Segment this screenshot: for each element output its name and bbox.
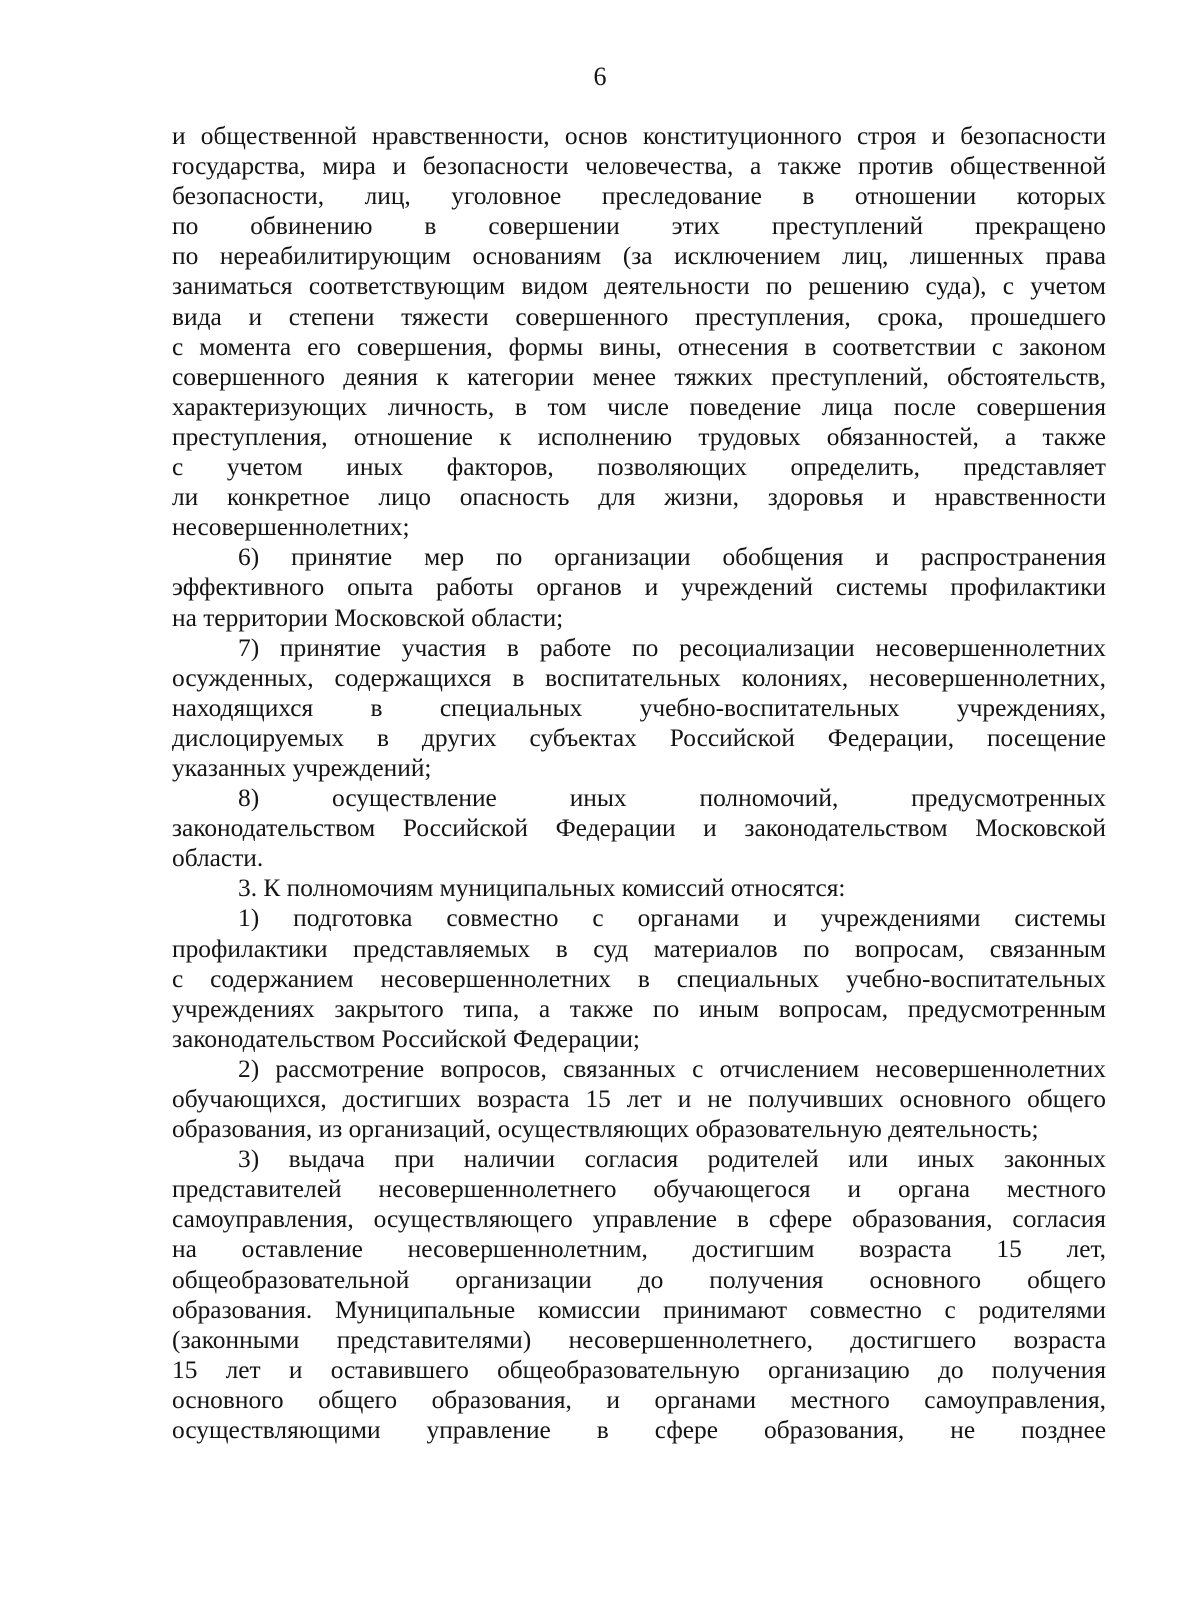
text-line: государства, мира и безопасности человечества, а также против общественной bbox=[172, 152, 1106, 181]
text-line: находящихся в специальных учебно-воспитательных учреждениях, bbox=[172, 693, 1106, 722]
text-line: образования, из организаций, осуществляющих образовательную деятельность; bbox=[172, 1115, 1039, 1144]
text-line: учреждениях закрытого типа, а также по иным вопросам, предусмотренным bbox=[172, 994, 1106, 1023]
text-line: ли конкретное лицо опасность для жизни, здоровья и нравственности bbox=[172, 483, 1106, 512]
text-line: с момента его совершения, формы вины, отнесения в соответствии с законом bbox=[172, 332, 1106, 361]
text-line: осужденных, содержащихся в воспитательных колониях, несовершеннолетних, bbox=[172, 663, 1106, 692]
paragraph bbox=[172, 1054, 1106, 1144]
paragraph bbox=[172, 1144, 1106, 1445]
text-line: преступления, отношение к исполнению трудовых обязанностей, а также bbox=[172, 422, 1106, 451]
document-body bbox=[172, 121, 1106, 1445]
text-line: 3) выдача при наличии согласия родителей или иных законных bbox=[238, 1145, 1106, 1174]
text-line: 6) принятие мер по организации обобщения и распространения bbox=[238, 543, 1106, 572]
text-line: (законными представителями) несовершеннолетнего, достигшего возраста bbox=[172, 1325, 1106, 1354]
text-line: и общественной нравственности, основ конституционного строя и безопасности bbox=[172, 122, 1106, 150]
text-line: 2) рассмотрение вопросов, связанных с отчислением несовершеннолетних bbox=[238, 1054, 1106, 1083]
text-line: области. bbox=[172, 844, 264, 873]
text-line: 15 лет и оставившего общеобразовательную организацию до получения bbox=[172, 1355, 1106, 1384]
text-line: дислоцируемых в других субъектах Российской Федерации, посещение bbox=[172, 723, 1106, 752]
paragraph bbox=[172, 873, 1106, 903]
text-line: образования. Муниципальные комиссии принимают совместно с родителями bbox=[172, 1295, 1106, 1324]
text-line: самоуправления, осуществляющего управление в сфере образования, согласия bbox=[172, 1205, 1106, 1234]
text-line: представителей несовершеннолетнего обучающегося и органа местного bbox=[172, 1175, 1106, 1204]
text-line: характеризующих личность, в том числе поведение лица после совершения bbox=[172, 392, 1106, 421]
text-line: общеобразовательной организации до получения основного общего bbox=[172, 1265, 1106, 1294]
text-line: обучающихся, достигших возраста 15 лет и не получивших основного общего bbox=[172, 1085, 1106, 1113]
text-line: на оставление несовершеннолетним, достигшим возраста 15 лет, bbox=[172, 1235, 1106, 1264]
text-line: с учетом иных факторов, позволяющих определить, представляет bbox=[172, 453, 1106, 482]
text-line: осуществляющими управление в сфере образования, не позднее bbox=[172, 1416, 1106, 1445]
text-line: законодательством Российской Федерации и законодательством Московской bbox=[172, 814, 1106, 843]
paragraph bbox=[172, 542, 1106, 632]
paragraph bbox=[172, 783, 1106, 873]
text-line: на территории Московской области; bbox=[172, 603, 564, 632]
paragraph bbox=[172, 121, 1106, 542]
text-line: профилактики представляемых в суд материалов по вопросам, связанным bbox=[172, 934, 1106, 963]
text-line: с содержанием несовершеннолетних в специальных учебно-воспитательных bbox=[172, 964, 1106, 993]
text-line: совершенного деяния к категории менее тяжких преступлений, обстоятельств, bbox=[172, 362, 1106, 391]
page-number: 6 bbox=[593, 62, 607, 91]
paragraph bbox=[172, 903, 1106, 1053]
text-line: безопасности, лиц, уголовное преследование в отношении которых bbox=[172, 182, 1106, 211]
text-line: основного общего образования, и органами местного самоуправления, bbox=[172, 1385, 1106, 1414]
paragraph bbox=[172, 633, 1106, 783]
text-line: 7) принятие участия в работе по ресоциализации несовершеннолетних bbox=[238, 633, 1106, 662]
text-line: 8) осуществление иных полномочий, предусмотренных bbox=[238, 784, 1106, 813]
text-line: указанных учреждений; bbox=[172, 753, 432, 782]
text-line: по обвинению в совершении этих преступлений прекращено bbox=[172, 212, 1106, 241]
text-line: 1) подготовка совместно с органами и учреждениями системы bbox=[238, 904, 1106, 933]
text-line: несовершеннолетних; bbox=[172, 513, 410, 542]
text-line: по нереабилитирующим основаниям (за исключением лиц, лишенных права bbox=[172, 242, 1106, 271]
text-line: эффективного опыта работы органов и учреждений системы профилактики bbox=[172, 573, 1106, 602]
text-line: 3. К полномочиям муниципальных комиссий относятся: bbox=[238, 874, 846, 903]
text-line: вида и степени тяжести совершенного преступления, срока, прошедшего bbox=[172, 302, 1106, 331]
text-line: заниматься соответствующим видом деятельности по решению суда), с учетом bbox=[172, 272, 1106, 301]
text-line: законодательством Российской Федерации; bbox=[172, 1024, 640, 1053]
